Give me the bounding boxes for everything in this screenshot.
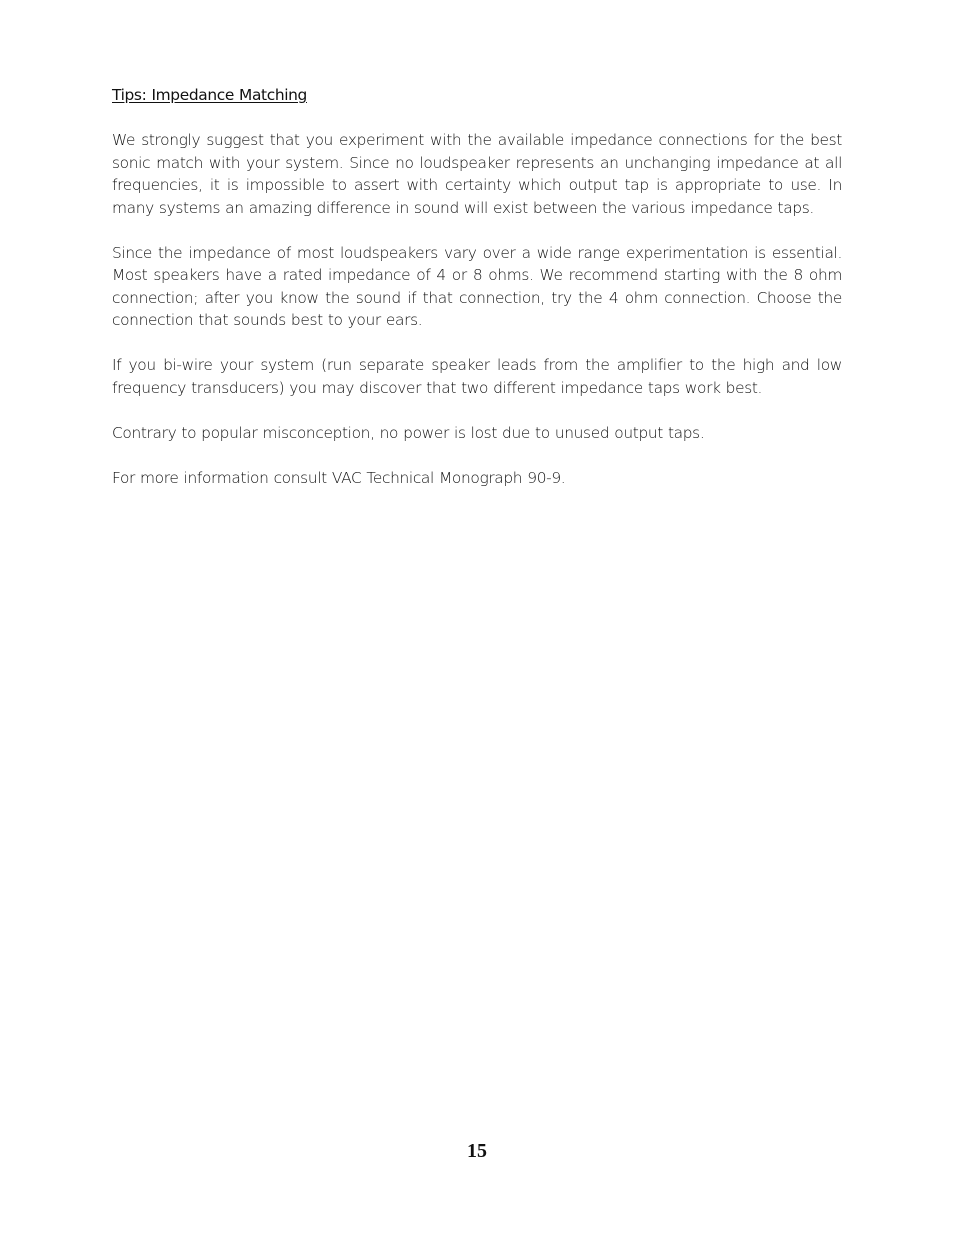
page-content [112,84,842,512]
section-heading: Tips: Impedance Matching [112,86,307,104]
paragraph-more-info: For more information consult VAC Technical Monograph 90-9. [112,468,566,487]
page-number: 15 [467,1140,487,1162]
paragraph-power-loss: Contrary to popular misconception, no power is lost due to unused output taps. [112,423,705,442]
paragraph-experiment: We strongly suggest that you experiment with the available impedance connections for the best sonic match with your system. Since no loudspeaker represents an unchanging impedance at all frequencies, it is impossible to assert with certainty which output tap is appropriate to use. In many systems an amazing difference in sound will exist between the various impedance taps. [112,131,842,217]
paragraph-bi-wire: If you bi-wire your system (run separate speaker leads from the amplifier to the high and low frequency transducers) you may discover that two different impedance taps work best. [112,356,842,397]
paragraph-impedance-range: Since the impedance of most loudspeakers vary over a wide range experimentation is essential. Most speakers have a rated impedance of 4 or 8 ohms. We recommend starting with the 8 ohm connection; after you know the sound if that connection, try the 4 ohm connection. Choose the connection that sounds best to your ears. [112,243,842,329]
